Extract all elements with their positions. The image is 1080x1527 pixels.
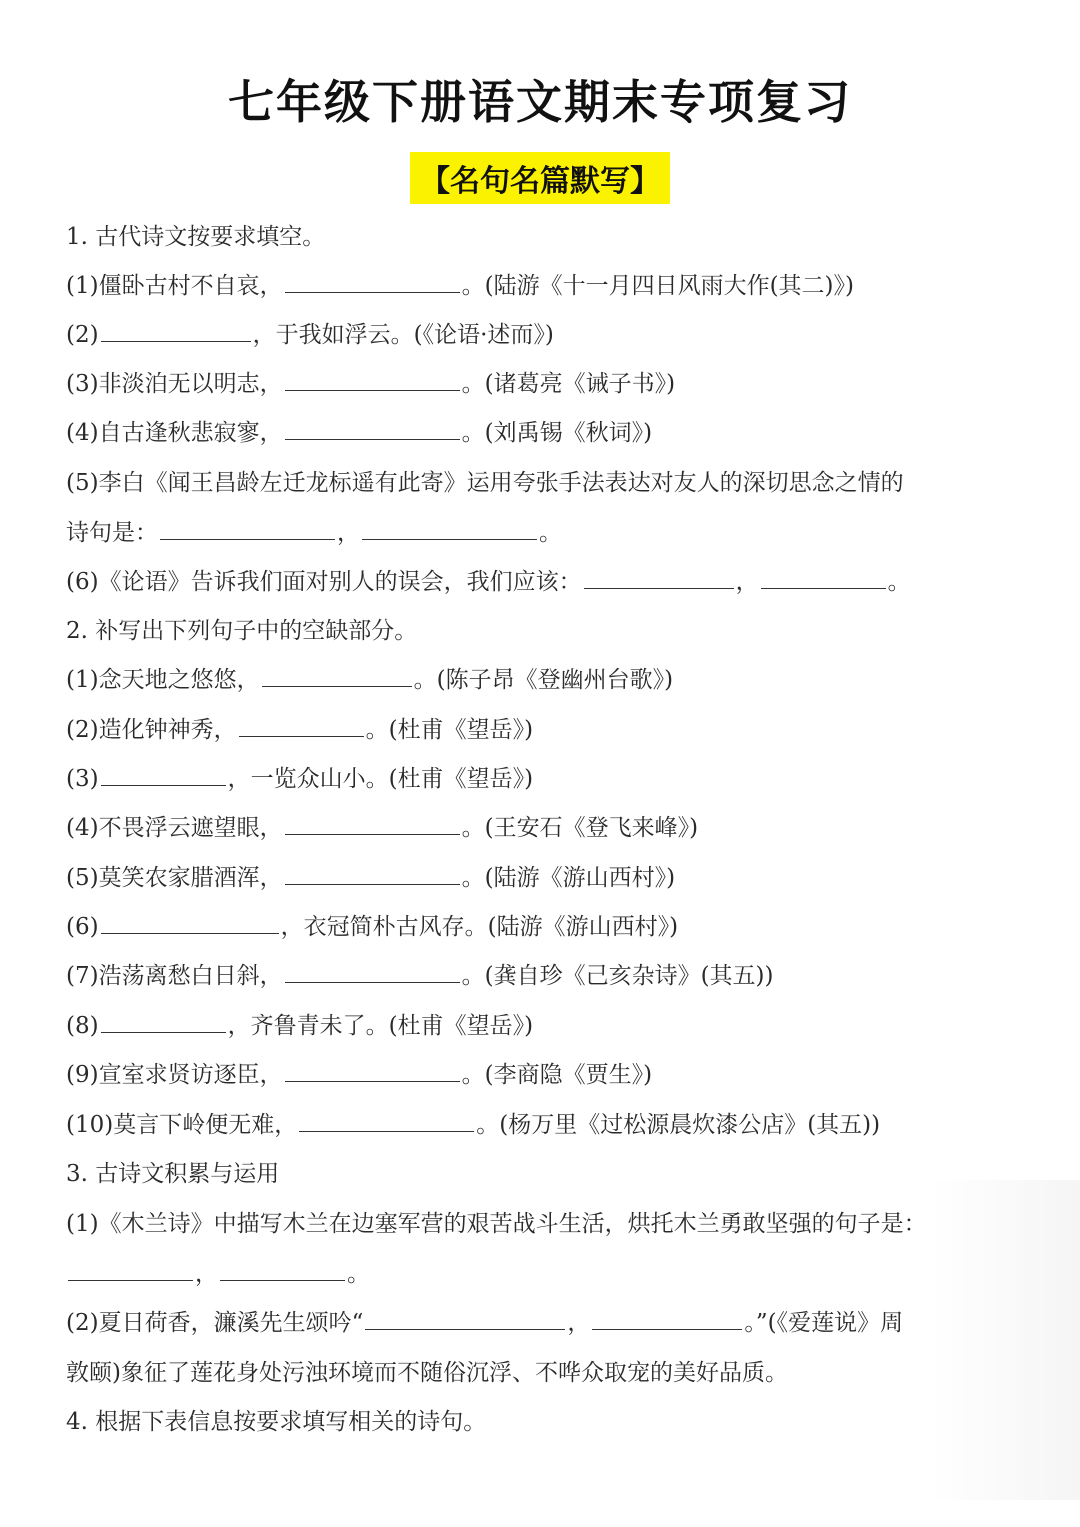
answer-blank[interactable] <box>285 419 460 440</box>
answer-blank[interactable] <box>592 1309 742 1330</box>
q1-item-5-line1: (5)李白《闻王昌龄左迁龙标遥有此寄》运用夸张手法表达对友人的深切思念之情的 <box>66 470 904 496</box>
answer-blank[interactable] <box>285 864 460 885</box>
answer-blank[interactable] <box>101 913 279 934</box>
q4-heading: 4. 根据下表信息按要求填写相关的诗句。 <box>66 1409 487 1435</box>
q3-heading: 3. 古诗文积累与运用 <box>66 1161 280 1187</box>
answer-blank[interactable] <box>285 962 460 983</box>
q3-item-2-line2: 敦颐)象征了莲花身处污浊环境而不随俗沉浮、不哗众取宠的美好品质。 <box>66 1360 788 1386</box>
answer-blank[interactable] <box>285 814 460 835</box>
answer-blank[interactable] <box>362 519 537 540</box>
answer-blank[interactable] <box>160 519 335 540</box>
answer-blank[interactable] <box>584 568 734 589</box>
q1-item-4: (4)自古逢秋悲寂寥， 。(刘禹锡《秋词》) <box>66 420 653 446</box>
answer-blank[interactable] <box>285 370 460 391</box>
q1-heading: 1. 古代诗文按要求填空。 <box>66 224 326 250</box>
answer-blank[interactable] <box>239 716 364 737</box>
q2-item-7: (7)浩荡离愁白日斜， 。(龚自珍《己亥杂诗》(其五)) <box>66 963 774 989</box>
answer-blank[interactable] <box>101 765 226 786</box>
answer-blank[interactable] <box>101 321 251 342</box>
answer-blank[interactable] <box>285 272 460 293</box>
q2-item-4: (4)不畏浮云遮望眼， 。(王安石《登飞来峰》) <box>66 815 699 841</box>
q1-item-1: (1)僵卧古村不自哀， 。(陆游《十一月四日风雨大作(其二)》) <box>66 273 854 299</box>
q2-item-2: (2)造化钟神秀， 。(杜甫《望岳》) <box>66 717 534 743</box>
q2-item-8: (8) ，齐鲁青未了。(杜甫《望岳》) <box>66 1013 534 1039</box>
answer-blank[interactable] <box>220 1260 345 1281</box>
q3-item-2-line1: (2)夏日荷香，濂溪先生颂吟“ ， 。”(《爱莲说》周 <box>66 1310 904 1336</box>
q2-item-9: (9)宣室求贤访逐臣， 。(李商隐《贾生》) <box>66 1062 653 1088</box>
q3-item-1-line1: (1)《木兰诗》中描写木兰在边塞军营的艰苦战斗生活，烘托木兰勇敢坚强的句子是： <box>66 1211 927 1237</box>
answer-blank[interactable] <box>262 666 412 687</box>
q1-item-5-line2: 诗句是： ， 。 <box>66 520 562 546</box>
answer-blank[interactable] <box>365 1309 565 1330</box>
q2-item-5: (5)莫笑农家腊酒浑， 。(陆游《游山西村》) <box>66 865 676 891</box>
q2-item-1: (1)念天地之悠悠， 。(陈子昂《登幽州台歌》) <box>66 667 674 693</box>
q2-item-10: (10)莫言下岭便无难， 。(杨万里《过松源晨炊漆公店》(其五)) <box>66 1112 881 1138</box>
q1-item-6: (6)《论语》告诉我们面对别人的误会，我们应该： ， 。 <box>66 569 911 595</box>
answer-blank[interactable] <box>299 1111 474 1132</box>
answer-blank[interactable] <box>285 1061 460 1082</box>
q3-item-1-line2: ， 。 <box>66 1259 1020 1289</box>
answer-blank[interactable] <box>68 1260 193 1281</box>
q2-item-3: (3) ，一览众山小。(杜甫《望岳》) <box>66 766 534 792</box>
section-subtitle: 【名句名篇默写】 <box>410 152 670 204</box>
answer-blank[interactable] <box>761 568 886 589</box>
q1-item-3: (3)非淡泊无以明志， 。(诸葛亮《诫子书》) <box>66 371 676 397</box>
background-shade <box>930 1180 1080 1500</box>
q1-item-2: (2) ，于我如浮云。(《论语·述而》) <box>66 322 554 348</box>
answer-blank[interactable] <box>101 1012 226 1033</box>
q2-item-6: (6) ，衣冠简朴古风存。(陆游《游山西村》) <box>66 914 679 940</box>
page-title: 七年级下册语文期末专项复习 <box>228 75 852 129</box>
q2-heading: 2. 补写出下列句子中的空缺部分。 <box>66 618 418 644</box>
